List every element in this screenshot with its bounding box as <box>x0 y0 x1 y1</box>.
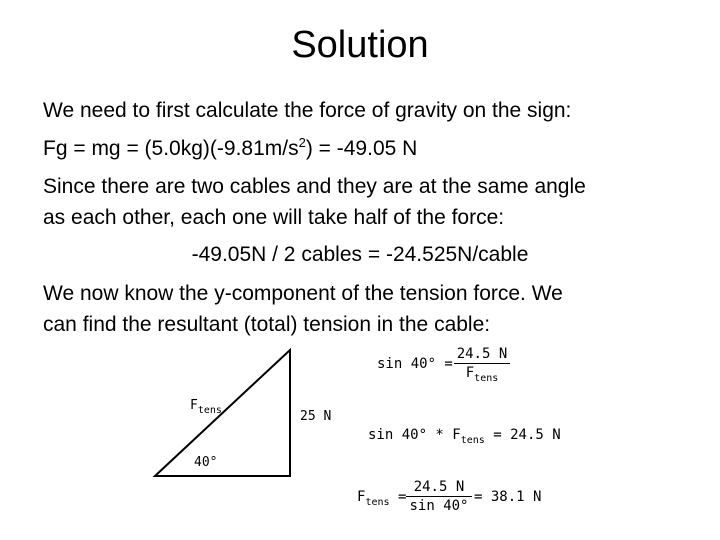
force-triangle <box>155 350 290 476</box>
text-line-2 <box>43 134 417 163</box>
eq1-numerator: 24.5 N <box>456 346 508 362</box>
eq1-lhs: sin 40° = <box>377 356 453 372</box>
eq2-sub: tens <box>460 435 485 446</box>
eq1-den-sub: tens <box>474 373 499 384</box>
text-line-7: can find the resultant (total) tension in the cable: <box>43 313 491 336</box>
hyp-label-main: F <box>190 398 198 413</box>
eq2-pre: sin 40° * F <box>368 427 461 443</box>
eq3-lhs <box>357 489 406 508</box>
text-line-6: We now know the y-component of the tension force. We <box>43 282 563 305</box>
eq3-denominator: sin 40° <box>409 498 469 514</box>
eq2 <box>368 427 561 446</box>
eq3-fraction <box>406 479 472 514</box>
gravity-eq-pre: Fg = mg = (5.0kg)(-9.81m/s <box>43 137 299 160</box>
eq1-denominator <box>454 365 510 384</box>
vertical-side-label: 25 N <box>300 409 332 424</box>
eq3-fraction-bar <box>406 496 472 497</box>
text-line-1: We need to first calculate the force of gravity on the sign: <box>43 99 572 122</box>
eq3-lhs-sub: tens <box>365 497 390 508</box>
slide-title: Solution <box>291 24 429 66</box>
gravity-eq-post: ) = -49.05 N <box>305 137 418 160</box>
text-line-4: as each other, each one will take half of the force: <box>43 206 505 229</box>
eq3-lhs-main: F <box>357 489 366 505</box>
text-line-5: -49.05N / 2 cables = -24.525N/cable <box>191 243 529 266</box>
eq1-den-main: F <box>465 365 475 381</box>
gravity-eq-sup: 2 <box>298 135 306 150</box>
eq2-post: = 24.5 N <box>493 427 561 443</box>
hypotenuse-label <box>190 398 222 416</box>
eq3-rhs: = 38.1 N <box>474 489 542 505</box>
text-line-3: Since there are two cables and they are at the same angle <box>43 175 586 198</box>
angle-label: 40° <box>194 455 218 470</box>
eq1-fraction <box>454 346 510 384</box>
eq3-numerator: 24.5 N <box>413 479 465 495</box>
eq3-equals: = <box>397 489 407 505</box>
eq1-fraction-bar <box>454 363 510 364</box>
hyp-label-sub: tens <box>197 405 222 416</box>
